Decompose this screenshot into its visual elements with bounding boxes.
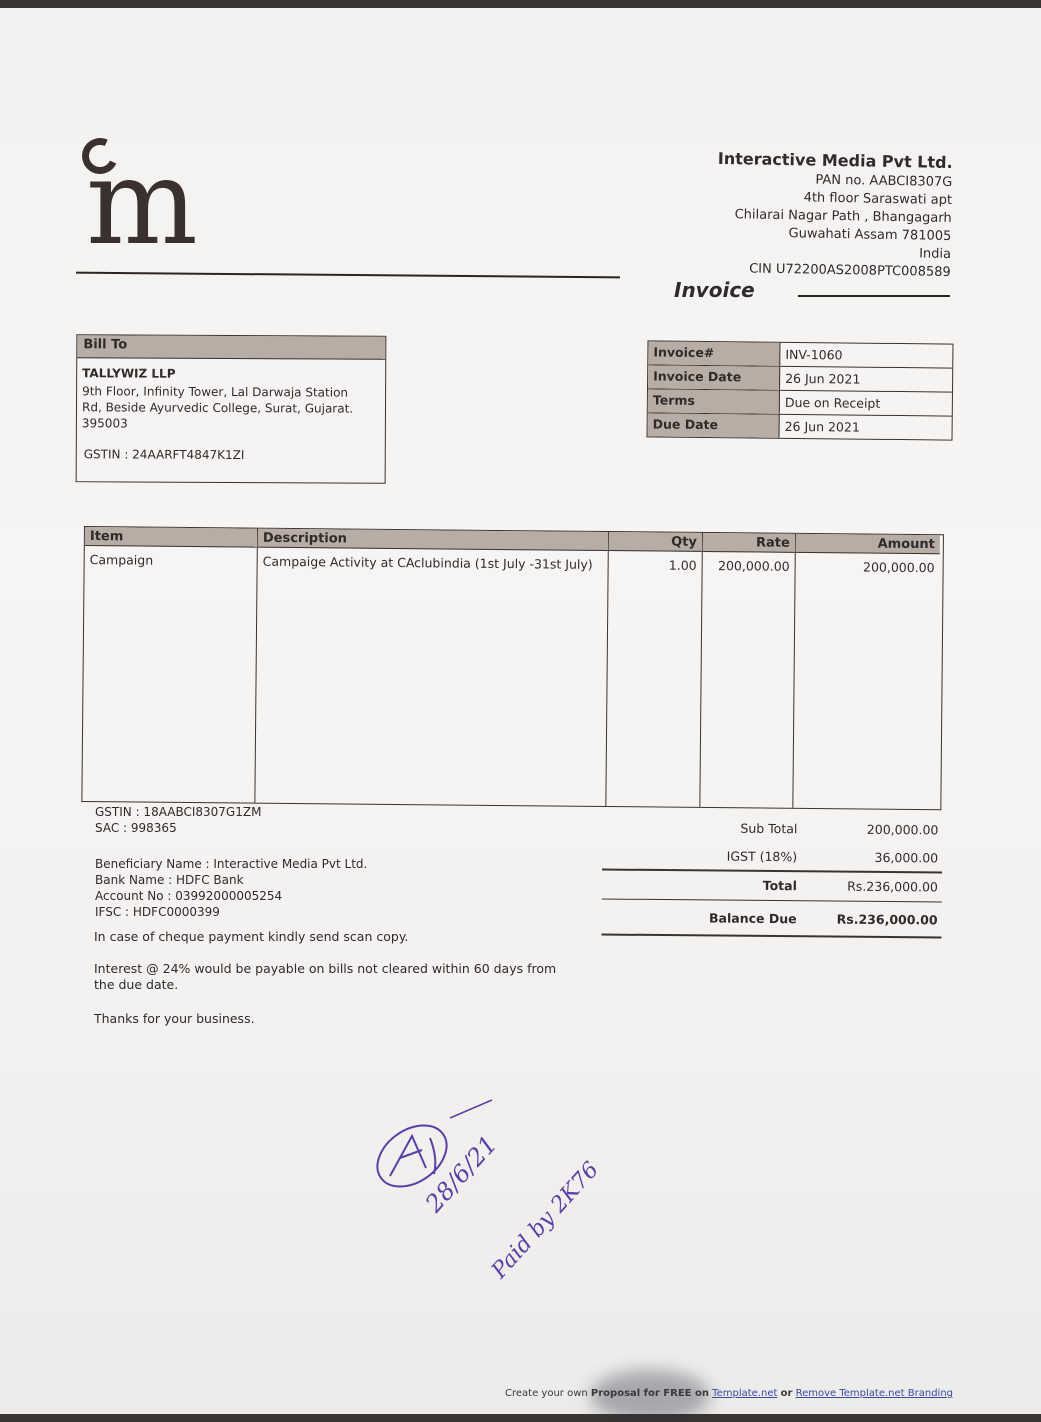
client-address <box>77 380 385 433</box>
total-row <box>602 870 942 901</box>
footer-middle: Proposal for FREE on <box>590 1388 709 1399</box>
meta-value: INV-1060 <box>785 346 843 363</box>
company-line: PAN no. AABCI8307G <box>815 172 953 190</box>
bank-line: Bank Name : HDFC Bank <box>95 873 244 887</box>
company-line: CIN U72200AS2008PTC008589 <box>749 261 952 280</box>
company-line: India <box>919 246 952 262</box>
handwritten-date: 28/6/21 <box>419 1130 503 1218</box>
company-line: 4th floor Saraswati apt <box>803 190 953 208</box>
total-value: Rs.236,000.00 <box>847 878 938 895</box>
meta-row <box>648 365 952 392</box>
tax-info <box>95 804 261 836</box>
bank-line: IFSC : HDFC0000399 <box>95 905 220 919</box>
interest-note: Interest @ 24% would be payable on bills not cleared within 60 days from the due date. <box>94 961 557 992</box>
thanks-note: Thanks for your business. <box>94 1011 255 1026</box>
tax-row <box>602 841 942 872</box>
meta-label: Invoice# <box>648 341 780 365</box>
column-header: Rate <box>703 533 795 553</box>
address-line: 395003 <box>81 416 128 431</box>
tax-value: 36,000.00 <box>874 849 939 865</box>
description-cell: Campaige Activity at CAclubindia (1st July -31st July) <box>262 553 593 572</box>
footer-link-template[interactable]: Template.net <box>712 1388 778 1399</box>
subtotal-row <box>602 813 942 844</box>
balance-value: Rs.236,000.00 <box>836 911 938 927</box>
template-footer <box>505 1388 953 1399</box>
column-header: Qty <box>609 532 702 552</box>
title-divider <box>798 295 950 297</box>
bank-line: Account No : 03992000005254 <box>95 889 283 903</box>
meta-value: Due on Receipt <box>784 394 881 411</box>
address-line: Rd, Beside Ayurvedic College, Surat, Gujarat. <box>81 400 354 416</box>
address-line: 9th Floor, Infinity Tower, Lal Darwaja Station <box>82 384 349 400</box>
qty-column <box>606 532 703 807</box>
meta-value: 26 Jun 2021 <box>785 370 861 387</box>
bank-details <box>95 856 367 920</box>
invoice-meta-table <box>647 340 954 440</box>
subtotal-label: Sub Total <box>740 820 798 836</box>
handwritten-paid-note: Paid by 2K76 <box>487 1157 604 1284</box>
subtotal-value: 200,000.00 <box>866 821 939 837</box>
line-items-table <box>81 526 944 810</box>
seller-gstin: GSTIN : 18AABCI8307G1ZM <box>95 805 262 819</box>
company-line: Chilarai Nagar Path , Bhangagarh <box>734 207 952 226</box>
tax-label: IGST (18%) <box>726 848 798 864</box>
column-header: Description <box>258 529 608 551</box>
item-cell: Campaign <box>89 552 154 568</box>
meta-label: Invoice Date <box>648 365 780 389</box>
meta-label: Due Date <box>648 413 780 437</box>
footer-or: or <box>780 1388 793 1399</box>
bill-to-header: Bill To <box>77 335 385 360</box>
qty-cell: 1.00 <box>668 557 697 573</box>
cheque-note: In case of cheque payment kindly send scan copy. <box>94 929 409 944</box>
invoice-paper <box>0 8 1041 1414</box>
rate-column <box>700 533 796 808</box>
client-gstin: GSTIN : 24AARFT4847K1ZI <box>83 447 245 463</box>
company-name: Interactive Media Pvt Ltd. <box>717 148 953 172</box>
amount-column <box>793 534 940 809</box>
sac-code: SAC : 998365 <box>95 821 177 835</box>
description-column <box>255 529 609 806</box>
company-line: Guwahati Assam 781005 <box>788 226 952 244</box>
bill-to-box <box>76 334 387 484</box>
meta-label: Terms <box>648 389 780 413</box>
meta-value: 26 Jun 2021 <box>784 418 860 435</box>
footer-link-remove-branding[interactable]: Remove Template.net Branding <box>795 1388 954 1399</box>
total-label: Total <box>762 877 797 894</box>
header-divider <box>76 272 620 279</box>
column-header: Amount <box>796 534 940 554</box>
column-header: Item <box>85 527 257 548</box>
item-column <box>82 527 258 803</box>
rate-cell: 200,000.00 <box>717 558 790 574</box>
meta-row <box>648 413 952 439</box>
bank-line: Beneficiary Name : Interactive Media Pvt Ltd. <box>95 857 368 871</box>
company-logo: m <box>86 133 192 271</box>
balance-label: Balance Due <box>708 909 797 926</box>
amount-cell: 200,000.00 <box>862 559 935 576</box>
footer-prefix: Create your own <box>505 1388 588 1399</box>
totals-block <box>601 813 942 938</box>
signature-area <box>360 1098 604 1284</box>
meta-row <box>648 389 952 416</box>
client-name: TALLYWIZ LLP <box>82 366 176 381</box>
page-title: Invoice <box>674 278 755 302</box>
balance-row <box>601 900 941 937</box>
meta-row <box>648 341 952 368</box>
company-info <box>716 148 953 282</box>
